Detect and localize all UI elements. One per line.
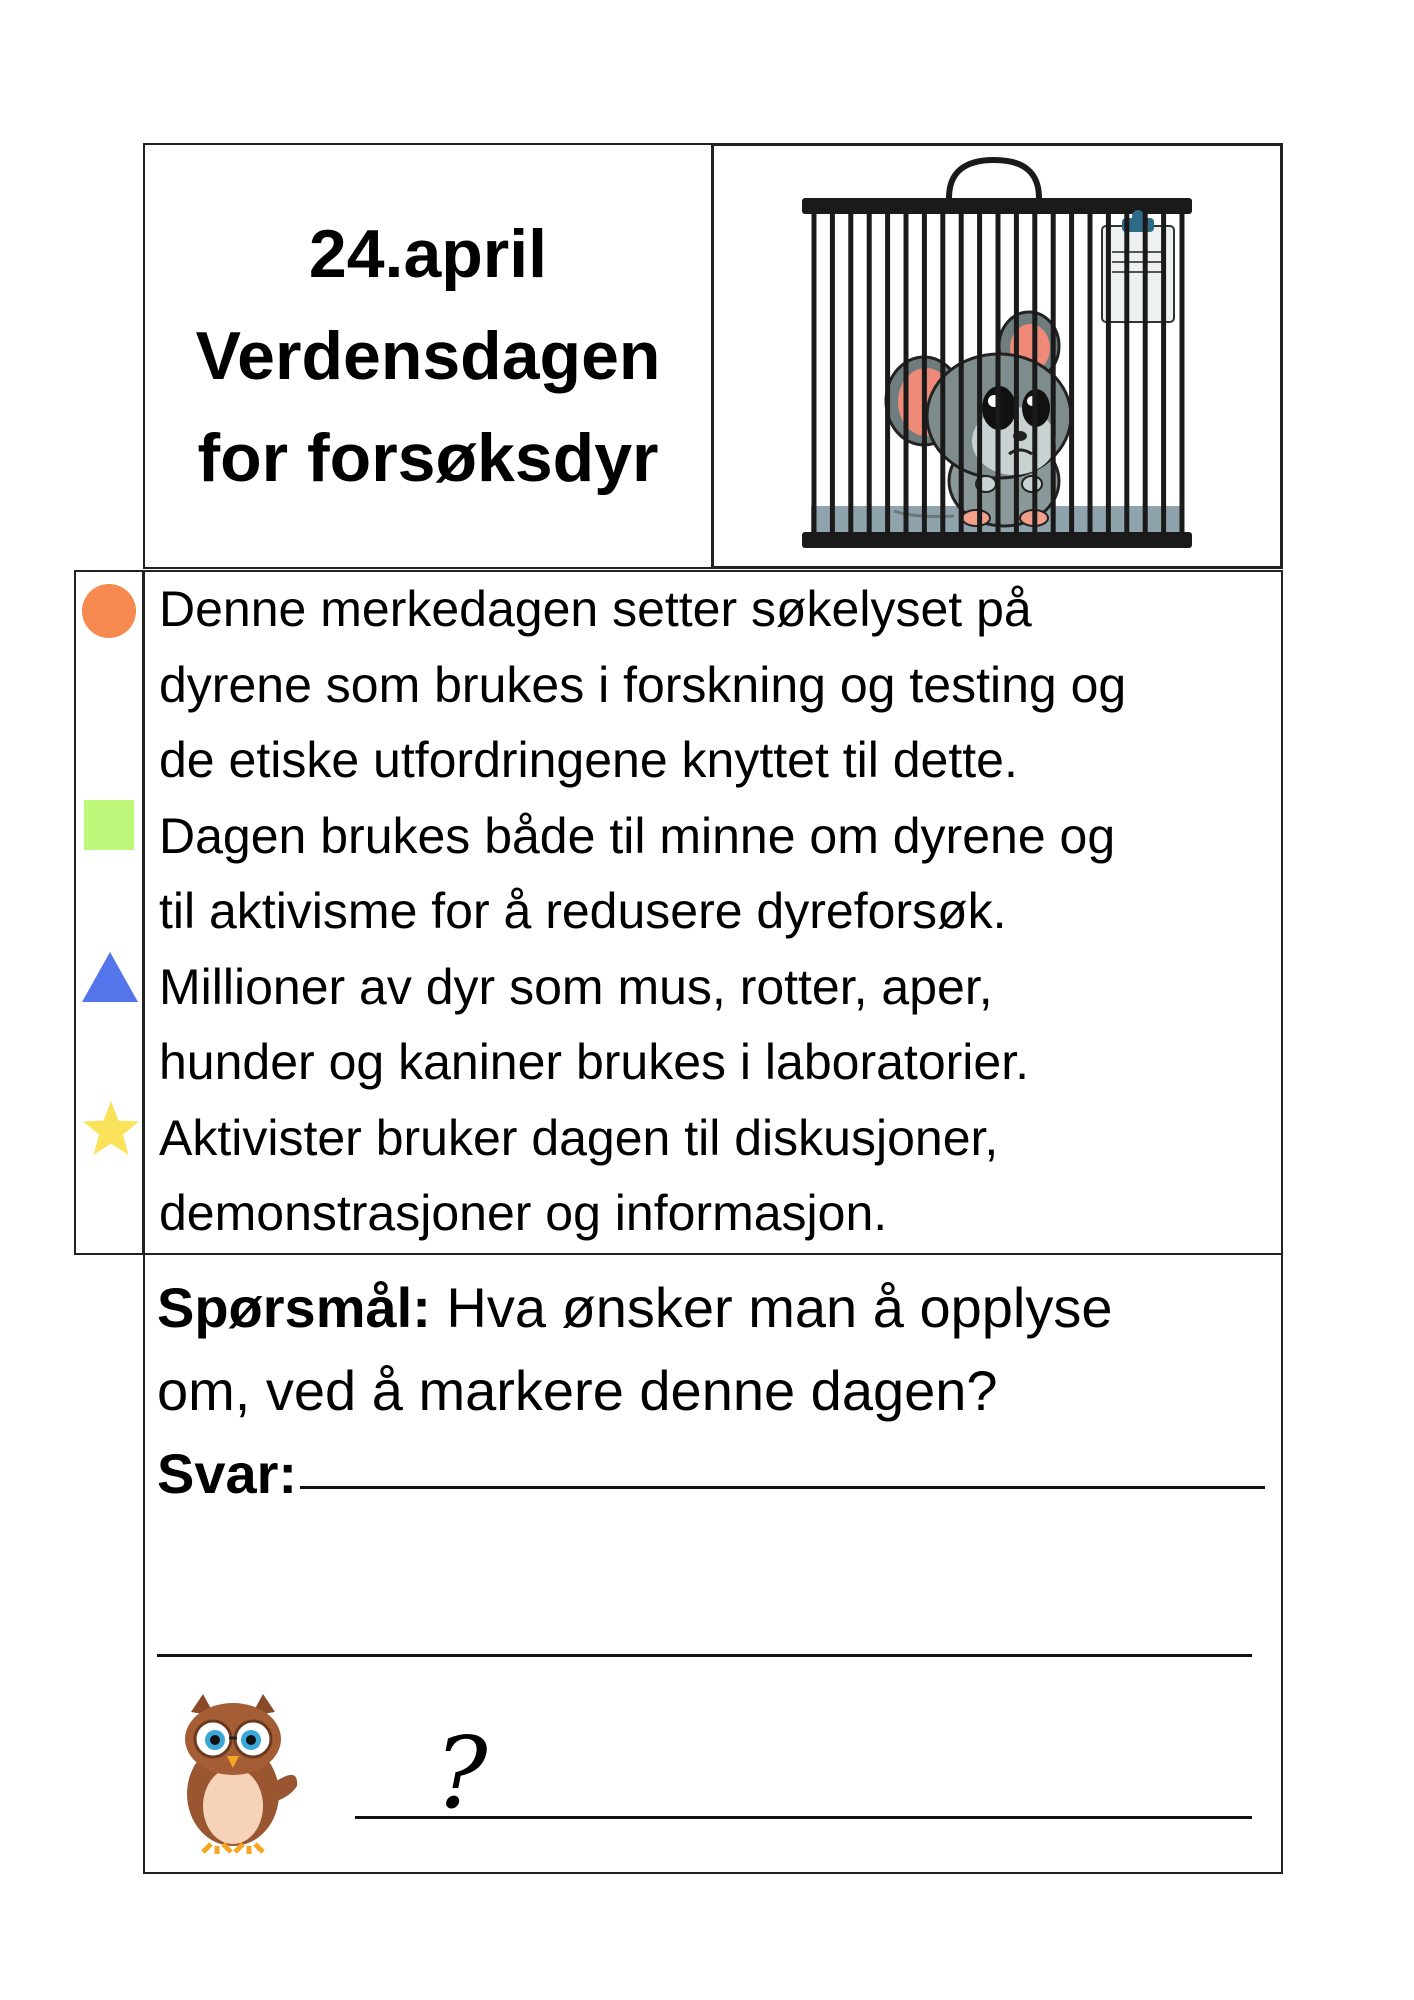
info-line: Denne merkedagen setter søkelyset på <box>159 581 1032 637</box>
info-line: demonstrasjoner og informasjon. <box>159 1185 888 1241</box>
info-line: hunder og kaniner brukes i laboratorier. <box>159 1034 1029 1090</box>
page-title <box>145 203 711 509</box>
marker-column <box>74 570 144 1255</box>
answer-line-2[interactable] <box>157 1654 1252 1657</box>
info-line: de etiske utfordringene knyttet til dette. <box>159 732 1018 788</box>
question-line-2: om, ved å markere denne dagen? <box>157 1359 998 1422</box>
square-icon <box>82 798 136 852</box>
title-line-3: for forsøksdyr <box>197 420 659 496</box>
triangle-icon <box>80 950 140 1004</box>
info-line: Millioner av dyr som mus, rotter, aper, <box>159 958 993 1015</box>
owl-icon <box>163 1694 303 1854</box>
answer-line-1[interactable] <box>300 1486 1265 1489</box>
info-line: Aktivister bruker dagen til diskusjoner, <box>159 1109 999 1166</box>
info-line: til aktivisme for å redusere dyreforsøk. <box>159 883 1007 939</box>
info-line: dyrene som brukes i forskning og testing og <box>159 656 1127 713</box>
circle-icon <box>80 582 138 640</box>
info-line: Dagen brukes både til minne om dyrene og <box>159 807 1116 864</box>
title-box <box>143 143 713 569</box>
question-box <box>143 1254 1283 1874</box>
question-text <box>157 1266 1112 1515</box>
star-icon <box>80 1098 142 1160</box>
answer-label: Svar: <box>157 1442 298 1505</box>
illustration-box <box>711 143 1283 569</box>
question-line-1: Hva ønsker man å opplyse <box>430 1276 1113 1339</box>
title-date: 24.april <box>308 216 548 292</box>
info-text <box>159 572 1126 1252</box>
question-label: Spørsmål: <box>157 1276 431 1339</box>
info-box <box>143 570 1283 1255</box>
title-line-2: Verdensdagen <box>195 318 661 394</box>
question-mark: ? <box>435 1717 488 1831</box>
answer-line-3[interactable] <box>355 1816 1252 1819</box>
mouse-in-cage-illustration <box>714 146 1280 566</box>
